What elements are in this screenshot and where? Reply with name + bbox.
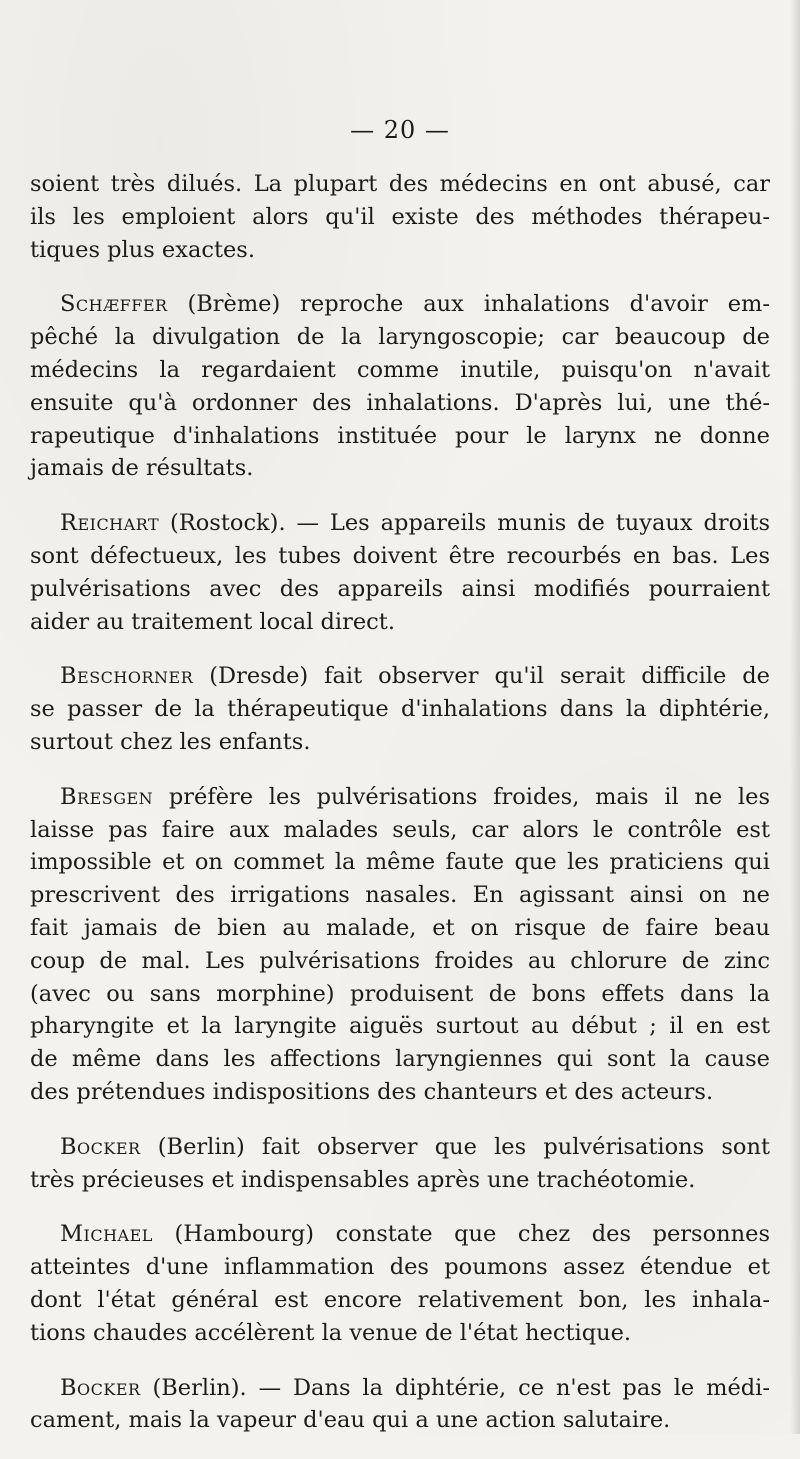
page-number: — 20 —	[350, 116, 450, 144]
paragraph-bresgen	[30, 781, 770, 1109]
speaker-name: Schæffer	[60, 291, 168, 318]
text-line	[30, 1218, 770, 1251]
text-line: tiques plus exactes.	[30, 236, 256, 263]
text-line: de même dans les affections laryngiennes qui sont la cause	[30, 1046, 770, 1073]
text-line	[30, 288, 770, 321]
text-line: fait jamais de bien au malade, et on risque de faire beau	[30, 914, 770, 941]
text-line	[30, 1372, 770, 1405]
text-line: surtout chez les enfants.	[30, 728, 311, 755]
text-line: atteintes d'une inflammation des poumons assez étendue et	[30, 1254, 770, 1281]
speaker-name: Michael	[60, 1221, 153, 1248]
text-line: soient très dilués. La plupart des médecins en ont abusé, car	[30, 171, 770, 197]
text-line: impossible et on commet la même faute que les praticiens qui	[30, 849, 770, 876]
text-line: très précieuses et indispensables après une trachéotomie.	[30, 1166, 696, 1193]
text-line: laisse pas faire aux malades seuls, car alors le contrôle est	[30, 816, 770, 843]
text-line: tions chaudes accélèrent la venue de l'état hectique.	[30, 1319, 632, 1346]
text-fragment: (Brème) reproche aux inhalations d'avoir em-	[167, 291, 770, 318]
text-line: dont l'état général est encore relativement bon, les inhala-	[30, 1286, 770, 1313]
text-line: pulvérisations avec des appareils ainsi modifiés pourraient	[30, 575, 770, 602]
text-line: ensuite qu'à ordonner des inhalations. D'après lui, une thé-	[30, 389, 770, 416]
text-line	[30, 1131, 770, 1164]
text-fragment: (Hambourg) constate que chez des personnes	[152, 1221, 770, 1248]
text-line: coup de mal. Les pulvérisations froides au chlorure de zinc	[30, 947, 770, 974]
speaker-name: Bocker	[60, 1133, 141, 1160]
text-line: sont défectueux, les tubes doivent être recourbés en bas. Les	[30, 542, 770, 569]
speaker-name: Bocker	[60, 1374, 141, 1401]
text-line: médecins la regardaient comme inutile, puisqu'on n'avait	[30, 356, 770, 383]
paragraph-continuation	[30, 168, 770, 266]
text-line: jamais de résultats.	[30, 455, 254, 482]
text-line: prescrivent des irrigations nasales. En agissant ainsi on ne	[30, 882, 770, 909]
text-line: (avec ou sans morphine) produisent de bons effets dans la	[30, 980, 770, 1007]
text-line: pharyngite et la laryngite aiguës surtout au début ; il en est	[30, 1013, 770, 1040]
text-line	[30, 507, 770, 540]
speaker-name: Bresgen	[60, 783, 154, 810]
paragraph-schaeffer	[30, 288, 770, 485]
text-fragment: (Dresde) fait observer qu'il serait difficile de	[193, 663, 770, 690]
text-fragment: (Rostock). — Les appareils munis de tuyaux droits	[159, 510, 770, 537]
page-edge-shadow	[790, 0, 800, 1434]
text-line: cament, mais la vapeur d'eau qui a une action salutaire.	[30, 1407, 671, 1434]
text-line: aider au traitement local direct.	[30, 608, 395, 635]
text-line: rapeutique d'inhalations instituée pour le larynx ne donne	[30, 422, 770, 449]
paragraph-beschorner	[30, 660, 770, 758]
text-line: se passer de la thérapeutique d'inhalations dans la diphtérie,	[30, 696, 770, 723]
text-fragment: (Berlin) fait observer que les pulvérisations sont	[140, 1133, 770, 1160]
paragraph-reichart	[30, 507, 770, 638]
paragraph-michael	[30, 1218, 770, 1349]
paragraph-bocker-2	[30, 1372, 770, 1438]
text-line: des prétendues indispositions des chanteurs et des acteurs.	[30, 1078, 714, 1105]
text-fragment: (Berlin). — Dans la diphtérie, ce n'est pas le médi-	[140, 1374, 770, 1401]
speaker-name: Beschorner	[60, 663, 194, 690]
text-line	[30, 781, 770, 814]
text-line	[30, 660, 770, 693]
body-text	[30, 168, 770, 1459]
text-line: ils les emploient alors qu'il existe des méthodes thérapeu-	[30, 203, 770, 230]
text-line: pêché la divulgation de la laryngoscopie; car beaucoup de	[30, 324, 770, 351]
text-fragment: préfère les pulvérisations froides, mais il ne les	[153, 783, 770, 810]
speaker-name: Reichart	[60, 510, 160, 537]
paragraph-bocker-1	[30, 1131, 770, 1197]
